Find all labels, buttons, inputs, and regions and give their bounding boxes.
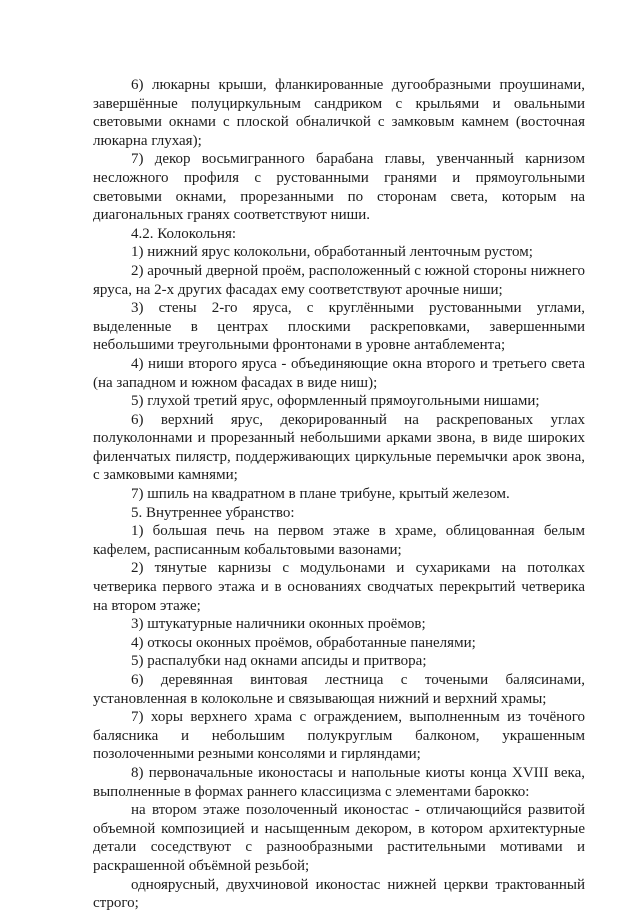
section-heading-interior: 5. Внутреннее убранство: (131, 504, 295, 521)
paragraph-lower-tier: 1) нижний ярус колокольни, обработанный ленточным рустом; (131, 244, 533, 261)
paragraph-second-tier-niches: 4) ниши второго яруса - объединяющие окна второго и третьего света (на западном и южном фасадах в виде ниш); (93, 355, 585, 391)
paragraph-cornices: 2) тянутые карнизы с модульонами и сухариками на потолках четверика первого этажа и в основаниях сводчатых перекрытий четверика на втором этаже; (93, 560, 585, 614)
paragraph-window-frames: 3) штукатурные наличники оконных проёмов; (131, 616, 426, 633)
paragraph-dormers: 6) люкарны крыши, фланкированные дугообразными проушинами, завершённые полуциркульным сандриком с крыльями и овальными световыми окнами с плоской обналичкой с замковым камнем (восточная люкарна глухая); (93, 77, 585, 149)
paragraph-arched-doorway: 2) арочный дверной проём, расположенный с южной стороны нижнего яруса, на 2-х других фасадах ему соответствуют арочные ниши; (93, 262, 585, 298)
paragraph-lunettes: 5) распалубки над окнами апсиды и притвора; (131, 653, 427, 670)
paragraph-choir-gallery: 7) хоры верхнего храма с ограждением, выполненным из точёного балясника и небольшим полукруглым балконом, украшенным позолоченными резными консолями и гирляндами; (93, 709, 585, 763)
paragraph-lower-iconostasis: одноярусный, двухчиновой иконостас нижней церкви трактованный строго; (93, 876, 585, 912)
paragraph-window-slopes: 4) откосы оконных проёмов, обработанные панелями; (131, 634, 476, 651)
paragraph-second-tier-walls: 3) стены 2-го яруса, с круглёнными рустованными углами, выделенные в центрах плоскими раскреповками, завершенными небольшими треугольными фронтонами в уровне антаблемента; (93, 300, 585, 354)
paragraph-upper-tier: 6) верхний ярус, декорированный на раскрепованых углах полуколоннами и прорезанный небольшими арками звона, в виде широких филенчатых пилястр, поддерживающих циркульные перемычки арок звона, с замковыми камнями; (93, 411, 585, 484)
paragraph-upper-iconostasis: на втором этаже позолоченный иконостас - отличающийся развитой объемной композицией и насыщенным декором, в котором архитектурные детали соседствуют с разнообразными растительными мотивами и раскрашенной объёмной резьбой; (93, 802, 585, 874)
paragraph-drum-decor: 7) декор восьмигранного барабана главы, увенчанный карнизом несложного профиля с рустованными гранями и прямоугольными световыми окнами, прорезанными по сторонам света, которым на диагональных гранях соответствуют ниши. (93, 151, 585, 224)
document-page (93, 76, 585, 913)
section-heading-belltower: 4.2. Колокольня: (131, 225, 237, 242)
paragraph-blind-third-tier: 5) глухой третий ярус, оформленный прямоугольными нишами; (131, 393, 540, 410)
paragraph-spiral-staircase: 6) деревянная винтовая лестница с точеными балясинами, установленная в колокольне и связывающая нижний и верхний храмы; (93, 672, 585, 707)
paragraph-iconostases: 8) первоначальные иконостасы и напольные киоты конца XVIII века, выполненные в формах раннего классицизма с элементами барокко: (93, 764, 585, 800)
paragraph-spire: 7) шпиль на квадратном в плане трибуне, крытый железом. (131, 486, 510, 503)
paragraph-stove: 1) большая печь на первом этаже в храме, облицованная белым кафелем, расписанным кобальтовыми вазонами; (93, 523, 585, 558)
